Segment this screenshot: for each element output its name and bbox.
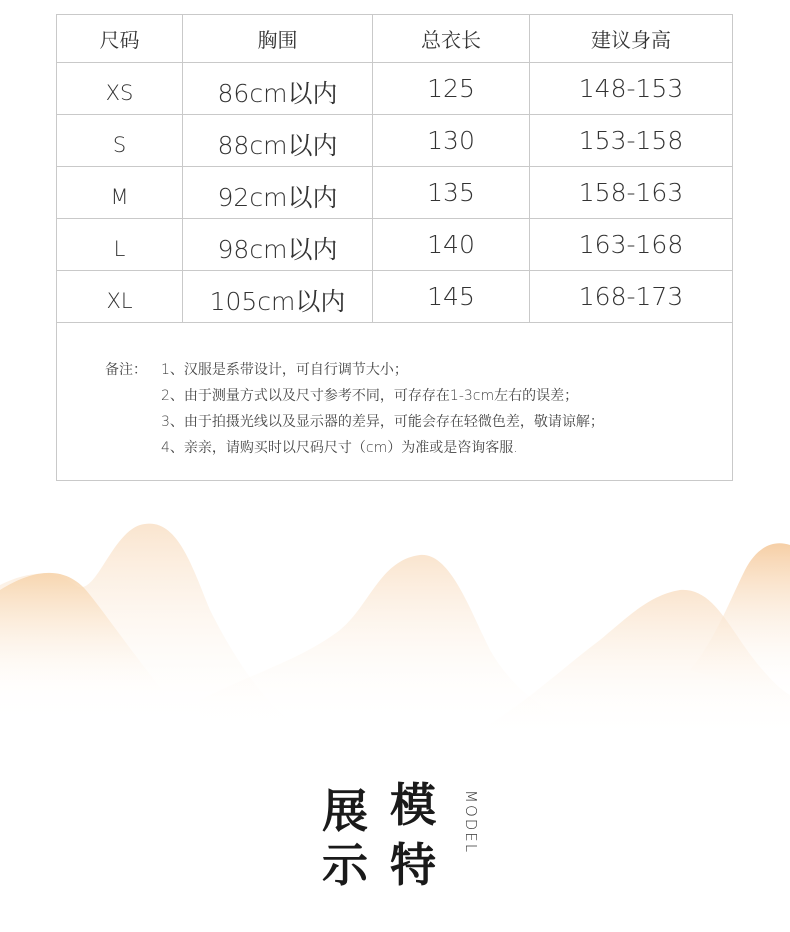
title-char-zhan: 展: [322, 784, 368, 838]
cell-height: 168-173: [578, 282, 684, 311]
model-english-label: MODEL: [462, 790, 480, 855]
notes-prefix: 备注：: [105, 362, 147, 378]
cell-size: L: [57, 219, 183, 270]
model-section-title: [310, 780, 490, 910]
table-row: [57, 115, 732, 167]
cell-height: 158-163: [578, 178, 684, 207]
cell-bust: 86cm以内: [183, 63, 373, 114]
table-row: [57, 167, 732, 219]
size-table: [56, 14, 733, 481]
cell-length: 125: [373, 63, 530, 114]
cell-height: 153-158: [578, 126, 684, 155]
cell-size: S: [57, 115, 183, 166]
header-length: 总衣长: [373, 15, 530, 62]
cell-bust: 92cm以内: [183, 167, 373, 218]
cell-length: 140: [373, 219, 530, 270]
note-line: 3、由于拍摄光线以及显示器的差异，可能会存在轻微色差，敬请谅解；: [161, 414, 604, 430]
title-char-shi: 示: [322, 838, 368, 892]
cell-size: M: [57, 167, 183, 218]
note-line: 2、由于测量方式以及尺寸参考不同，可存存在1-3cm左右的误差；: [161, 388, 579, 404]
note-line: 4、亲亲，请购买时以尺码尺寸（cm）为准或是咨询客服.: [161, 440, 518, 456]
table-row: [57, 271, 732, 323]
mountain-center: [200, 555, 580, 725]
cell-bust: 98cm以内: [183, 219, 373, 270]
mountain-illustration: [0, 500, 790, 760]
table-header-row: [57, 15, 732, 63]
cell-height: 163-168: [578, 230, 684, 259]
cell-length: 130: [373, 115, 530, 166]
table-row: [57, 63, 732, 115]
header-size: 尺码: [57, 15, 183, 62]
header-height: 建议身高: [591, 28, 671, 52]
title-char-mo: 模: [390, 778, 436, 832]
notes-section: [57, 323, 732, 480]
cell-length: 145: [373, 271, 530, 322]
cell-size: XL: [57, 271, 183, 322]
cell-bust: 105cm以内: [183, 271, 373, 322]
header-bust: 胸围: [183, 15, 373, 62]
cell-size: XS: [57, 63, 183, 114]
note-line: 1、汉服是系带设计，可自行调节大小；: [161, 362, 408, 378]
title-char-te: 特: [390, 838, 436, 892]
cell-bust: 88cm以内: [183, 115, 373, 166]
table-row: [57, 219, 732, 271]
cell-height: 148-153: [578, 74, 684, 103]
cell-length: 135: [373, 167, 530, 218]
